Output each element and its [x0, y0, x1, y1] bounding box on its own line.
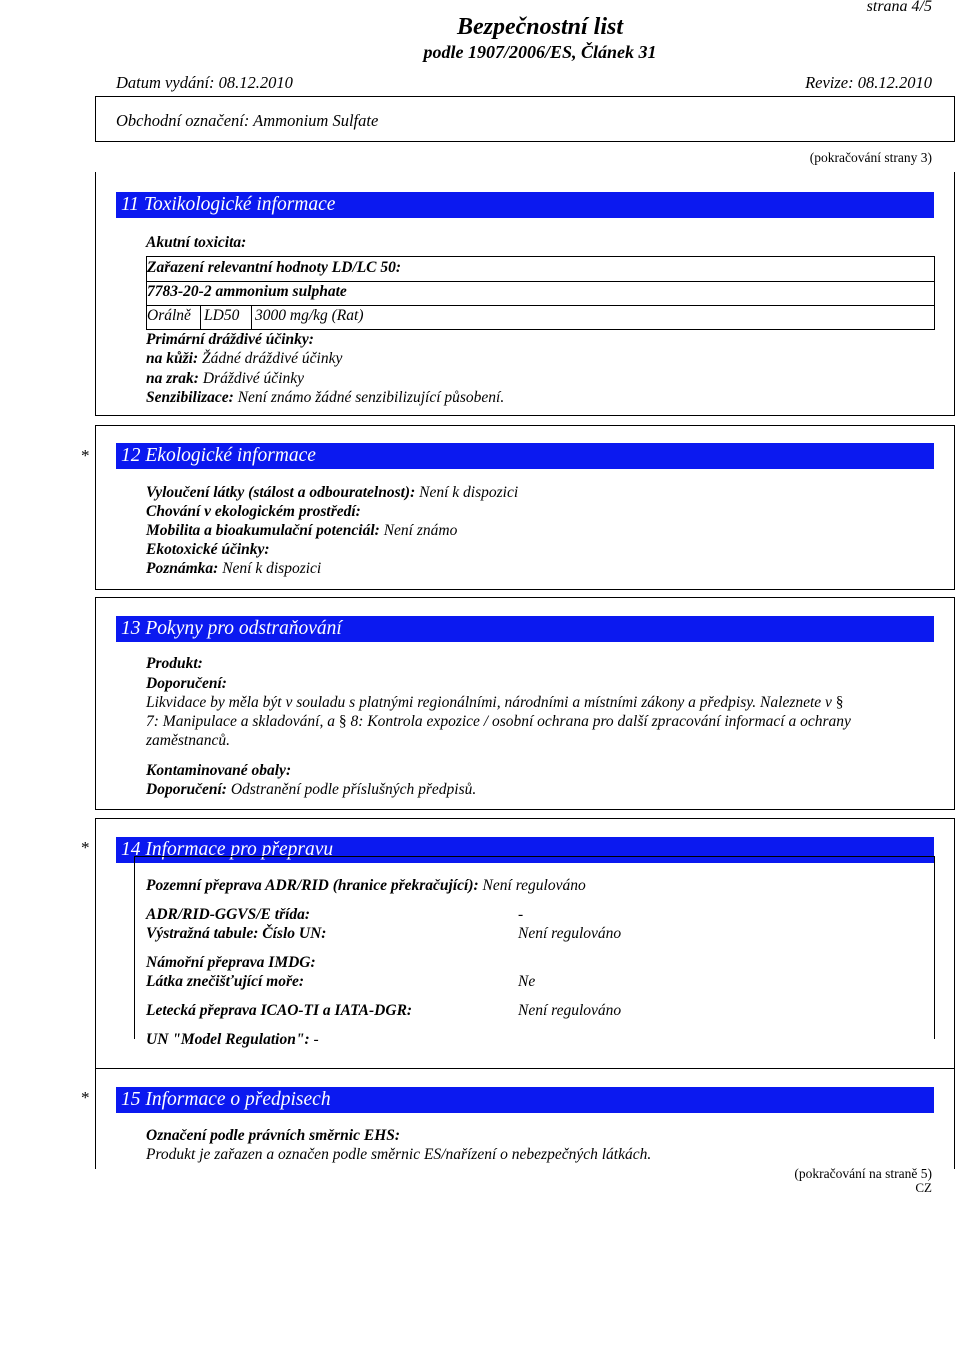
- page-number: strana 4/5: [866, 0, 932, 15]
- section-13: [95, 597, 955, 810]
- mobility-value: Není známo: [383, 522, 458, 539]
- sensitization-value: Není známo žádné senzibilizující působení.: [237, 389, 505, 406]
- section-11: [95, 172, 955, 416]
- document-title: Bezpečnostní list: [456, 14, 624, 40]
- road-transport-label: Pozemní přeprava ADR/RID (hranice překračující):: [146, 877, 479, 894]
- toxicity-type: LD50: [204, 307, 240, 324]
- section-symbol: §: [338, 713, 347, 730]
- exposure-route: Orálně: [147, 307, 191, 324]
- air-transport-value: Není regulováno: [518, 1002, 622, 1019]
- substance-name: 7783-20-2 ammonium sulphate: [147, 283, 347, 300]
- behaviour-label: Chování v ekologickém prostředí:: [146, 503, 361, 520]
- section-13-title: 13 Pokyny pro odstraňování: [116, 616, 934, 642]
- eye-row: [146, 370, 304, 388]
- road-transport-value: Není regulováno: [482, 877, 586, 894]
- eye-value: Dráždivé účinky: [202, 370, 305, 387]
- note-label: Poznámka:: [146, 560, 219, 577]
- model-regulation-row: [146, 1031, 319, 1049]
- air-transport-label: Letecká přeprava ICAO-TI a IATA-DGR:: [146, 1002, 413, 1019]
- recommendation-label: Doporučení:: [146, 675, 227, 692]
- skin-row: [146, 350, 342, 368]
- acute-toxicity-label: Akutní toxicita:: [146, 234, 247, 251]
- persistence-label: Vyloučení látky (stálost a odbouratelnost):: [146, 484, 416, 501]
- packaging-recommendation-value: Odstranění podle příslušných předpisů.: [230, 781, 477, 798]
- continued-to-note: (pokračování na straně 5): [794, 1166, 932, 1181]
- road-transport-row: [146, 877, 586, 895]
- sea-transport-label: Námořní přeprava IMDG:: [146, 954, 316, 971]
- change-marker: *: [81, 446, 90, 465]
- section-14-title: 14 Informace pro přepravu: [116, 837, 934, 863]
- ehs-label: Označení podle právních směrnic EHS:: [146, 1127, 401, 1144]
- change-marker: *: [81, 1088, 90, 1107]
- section-symbol: §: [835, 694, 844, 711]
- revision-date: Revize: 08.12.2010: [805, 73, 932, 92]
- section-11-title: 11 Toxikologické informace: [116, 192, 934, 218]
- packaging-label: Kontaminované obaly:: [146, 762, 292, 779]
- sensitization-row: [146, 389, 504, 407]
- recommendation-line-2: 7: Manipulace a skladování, a § 8: Kontrola expozice / osobní ochrana pro další zpracování informací a ochrany: [146, 713, 851, 730]
- un-number-value: Není regulováno: [518, 925, 622, 942]
- mobility-row: [146, 522, 457, 540]
- section-15: [95, 1068, 955, 1169]
- packaging-row: [146, 781, 476, 799]
- toxicity-table: [146, 256, 935, 330]
- change-marker: *: [81, 838, 90, 857]
- sensitization-label: Senzibilizace:: [146, 389, 234, 406]
- primary-irritant-label: Primární dráždivé účinky:: [146, 331, 314, 348]
- skin-value: Žádné dráždivé účinky: [202, 350, 343, 367]
- marine-pollutant-value: Ne: [518, 973, 536, 990]
- adr-class-label: ADR/RID-GGVS/E třída:: [146, 906, 311, 923]
- section-14: [95, 818, 955, 1069]
- marine-pollutant-label: Látka znečišťující moře:: [146, 973, 305, 990]
- skin-label: na kůži:: [146, 350, 199, 367]
- eye-label: na zrak:: [146, 370, 199, 387]
- language-code: CZ: [915, 1180, 932, 1195]
- note-row: [146, 560, 321, 578]
- un-number-label: Výstražná tabule: Číslo UN:: [146, 925, 327, 942]
- persistence-value: Není k dispozici: [419, 484, 519, 501]
- product-label: Produkt:: [146, 655, 203, 672]
- ecotox-label: Ekotoxické účinky:: [146, 541, 270, 558]
- primary-irritant-row: [146, 331, 314, 349]
- mobility-label: Mobilita a bioakumulační potenciál:: [146, 522, 380, 539]
- recommendation-line-3: zaměstnanců.: [146, 732, 230, 749]
- adr-class-value: -: [518, 906, 524, 923]
- model-regulation-label: UN "Model Regulation":: [146, 1031, 310, 1048]
- model-regulation-value: -: [313, 1031, 319, 1048]
- note-value: Není k dispozici: [222, 560, 322, 577]
- ld-lc50-label: Zařazení relevantní hodnoty LD/LC 50:: [147, 259, 402, 276]
- packaging-recommendation-label: Doporučení:: [146, 781, 227, 798]
- trade-name: Obchodní označení: Ammonium Sulfate: [116, 111, 379, 130]
- issue-date: Datum vydání: 08.12.2010: [116, 73, 293, 92]
- toxicity-value: 3000 mg/kg (Rat): [255, 307, 364, 324]
- section-12: [95, 425, 955, 590]
- continued-from-note: (pokračování strany 3): [809, 150, 932, 165]
- ehs-value: Produkt je zařazen a označen podle směrnic ES/nařízení o nebezpečných látkách.: [146, 1146, 652, 1163]
- section-15-title: 15 Informace o předpisech: [116, 1087, 934, 1113]
- trade-name-box: [95, 96, 955, 142]
- section-12-title: 12 Ekologické informace: [116, 443, 934, 469]
- persistence-row: [146, 484, 518, 502]
- document-subtitle: podle 1907/2006/ES, Článek 31: [423, 42, 657, 62]
- recommendation-line-1: Likvidace by měla být v souladu s platnými regionálními, národními a místními zákony a předpisy. Naleznete v §: [146, 694, 844, 711]
